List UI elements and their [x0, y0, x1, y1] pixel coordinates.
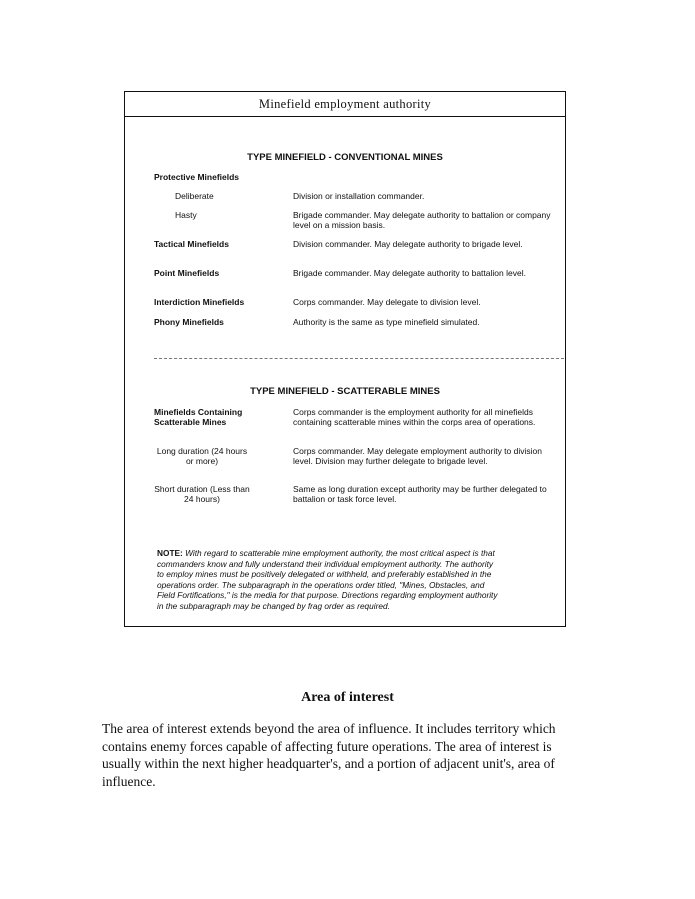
row-desc: Corps commander. May delegate to division level.	[293, 297, 481, 307]
row-label: Hasty	[175, 210, 197, 220]
row-label: Short duration (Less than 24 hours)	[154, 484, 250, 504]
table-note	[157, 548, 502, 612]
conventional-mines-title: TYPE MINEFIELD - CONVENTIONAL MINES	[247, 152, 443, 163]
row-label: Point Minefields	[154, 268, 220, 278]
note-text: With regard to scatterable mine employment authority, the most critical aspect is that commanders know and fully understand their individual employment authority. The authority to employ mines must be positively delegated or withheld, and preferably established in the operations order. The subparagraph in the operations order titled, "Mines, Obstacles, and Field Fortifications," is the media for that purpose. Directions regarding employment authority in the subparagraph may be changed by frag order as required.	[157, 548, 498, 611]
row-desc: Same as long duration except authority may be further delegated to battalion or task force level.	[293, 484, 547, 504]
section-heading: Area of interest	[301, 690, 394, 705]
minefield-authority-table	[124, 91, 566, 627]
row-desc: Division commander. May delegate authority to brigade level.	[293, 239, 523, 249]
section-paragraph: The area of interest extends beyond the area of influence. It includes territory which contains enemy forces capable of affecting future operations. The area of interest is usually within the next higher headquarter's, and a portion of adjacent unit's, area of influence.	[102, 721, 556, 789]
row-label: Deliberate	[175, 191, 214, 201]
row-desc: Brigade commander. May delegate authority to battalion level.	[293, 268, 526, 278]
note-prefix: NOTE:	[157, 548, 183, 558]
row-desc: Authority is the same as type minefield simulated.	[293, 317, 480, 327]
row-desc: Corps commander is the employment authority for all minefields containing scatterable mines within the corps area of operations.	[293, 407, 536, 427]
row-label: Long duration (24 hours or more)	[156, 446, 248, 466]
row-desc: Division or installation commander.	[293, 191, 425, 201]
group-label-protective: Protective Minefields	[154, 172, 240, 182]
section-divider	[154, 358, 564, 359]
row-label: Interdiction Minefields	[154, 297, 245, 307]
row-desc: Corps commander. May delegate employment authority to division level. Division may further delegate to brigade level.	[293, 446, 542, 466]
row-label: Tactical Minefields	[154, 239, 229, 249]
row-desc: Brigade commander. May delegate authority to battalion or company level on a mission basis.	[293, 210, 551, 230]
row-label: Phony Minefields	[154, 317, 224, 327]
row-label: Minefields Containing Scatterable Mines	[154, 407, 243, 427]
table-title: Minefield employment authority	[125, 92, 565, 117]
scatterable-mines-title: TYPE MINEFIELD - SCATTERABLE MINES	[250, 386, 440, 397]
